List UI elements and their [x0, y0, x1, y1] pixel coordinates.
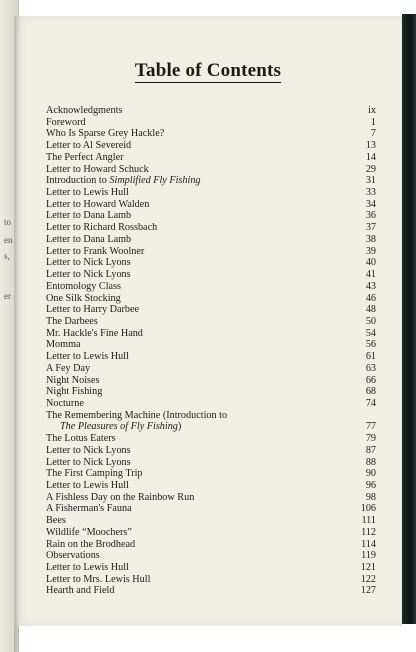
entry-title [46, 445, 131, 456]
entry-page-number: 106 [360, 503, 376, 515]
contents-entry [46, 421, 376, 433]
entry-page-number: 79 [365, 433, 376, 445]
entry-title [46, 574, 150, 585]
entry-page-number: 119 [361, 550, 376, 562]
contents-entry [46, 562, 376, 574]
entry-title-text: Night Noises [46, 374, 100, 386]
entry-title [46, 503, 132, 514]
entry-title [46, 527, 132, 538]
contents-list [46, 105, 376, 597]
contents-entry [46, 492, 376, 504]
entry-title-text: Acknowledgments [46, 105, 123, 116]
entry-page-number: 14 [365, 151, 376, 163]
entry-title-text: Mr. Hackle's Fine Hand [46, 327, 143, 339]
facing-page-fragment: er [4, 291, 11, 301]
entry-page-number: 96 [365, 480, 376, 491]
contents-entry [46, 574, 376, 586]
contents-entry [46, 164, 376, 176]
entry-title-text: Entomology Class [46, 280, 121, 292]
entry-title [46, 140, 131, 151]
entry-title [46, 339, 81, 350]
contents-entry [46, 210, 376, 222]
contents-entry [46, 433, 376, 445]
entry-page-number: 122 [360, 573, 376, 585]
entry-title [46, 246, 144, 257]
entry-title-text: Letter to Lewis Hull [46, 562, 129, 574]
entry-title [46, 468, 143, 479]
entry-title-text: The Perfect Angler [46, 151, 124, 163]
entry-title [46, 199, 149, 210]
entry-title [46, 257, 131, 268]
entry-page-number: 48 [365, 304, 376, 316]
contents-entry [46, 187, 376, 199]
entry-page-number: 121 [360, 562, 376, 574]
facing-page-fragment: en [4, 235, 13, 245]
page-title-text: Table of Contents [134, 60, 282, 81]
entry-title-text: Hearth and Field [46, 585, 115, 597]
entry-title [46, 515, 66, 526]
entry-title [46, 281, 121, 292]
entry-title-text: Letter to Nick Lyons [46, 444, 131, 456]
contents-entry [46, 117, 376, 129]
facing-page-fragment: to [4, 217, 12, 227]
contents-entry [46, 328, 376, 340]
entry-title [46, 480, 129, 491]
facing-page-fragment: s, [4, 251, 10, 261]
entry-title [46, 328, 143, 339]
entry-title-text: A Fishless Day on the Rainbow Run [46, 491, 195, 503]
entry-title [46, 375, 99, 386]
entry-title-text: Letter to Harry Darbee [46, 304, 140, 316]
entry-title [46, 128, 164, 139]
entry-title [46, 269, 131, 280]
entry-title-text: Letter to Lewis Hull [46, 351, 129, 363]
entry-title-text: Letter to Nick Lyons [46, 456, 131, 468]
entry-title-text: One Silk Stocking [46, 292, 121, 304]
contents-entry [46, 515, 376, 527]
entry-title-text: Letter to Al Severeid [46, 140, 132, 152]
entry-title-text: Letter to Howard Schuck [46, 163, 149, 175]
entry-page-number: 33 [365, 187, 376, 199]
entry-title-text: Letter to Nick Lyons [46, 257, 131, 269]
entry-page-number: 7 [370, 128, 376, 140]
contents-entry [46, 281, 376, 293]
contents-entry [46, 527, 376, 539]
contents-entry [46, 316, 376, 328]
contents-entry [46, 152, 376, 164]
contents-entry [46, 234, 376, 246]
entry-title-text: Wildlife “Moochers” [46, 526, 132, 538]
page-title [14, 60, 402, 82]
entry-title [46, 539, 135, 550]
entry-page-number: 13 [365, 140, 376, 152]
entry-page-number: 56 [365, 339, 376, 351]
contents-entry [46, 105, 376, 117]
entry-page-number: 74 [365, 397, 376, 409]
entry-title-text: Introduction to [46, 175, 110, 187]
contents-entry [46, 293, 376, 305]
entry-page-number: 41 [365, 269, 376, 281]
contents-entry [46, 386, 376, 398]
entry-title-text: Night Fishing [46, 386, 103, 398]
entry-page-number: 88 [365, 456, 376, 468]
entry-title-text: Momma [46, 339, 81, 351]
contents-entry [46, 175, 376, 187]
contents-entry [46, 246, 376, 258]
entry-page-number: 1 [370, 116, 376, 128]
entry-page-number: 68 [365, 386, 376, 398]
contents-entry [46, 222, 376, 234]
entry-title [46, 187, 129, 198]
contents-entry [46, 199, 376, 211]
entry-page-number: 77 [365, 421, 376, 433]
contents-entry [46, 351, 376, 363]
entry-title-text: The Remembering Machine (Introduction to [46, 409, 228, 421]
contents-entry [46, 140, 376, 152]
entry-title [46, 117, 86, 128]
contents-entry [46, 457, 376, 469]
entry-title-text: Letter to Lewis Hull [46, 187, 129, 199]
entry-title [46, 457, 131, 468]
entry-title [46, 210, 131, 221]
entry-title-suffix: ) [177, 421, 182, 433]
entry-page-number: 36 [365, 210, 376, 222]
entry-title [46, 316, 98, 327]
entry-page-number: 90 [365, 468, 376, 480]
entry-title-italic: The Pleasures of Fly Fishing [60, 421, 178, 433]
entry-page-number: 87 [365, 444, 376, 456]
entry-title-text: The Darbees [46, 315, 98, 327]
contents-entry [46, 304, 376, 316]
entry-page-number: 63 [365, 362, 376, 374]
contents-entry [46, 445, 376, 457]
entry-title [46, 234, 131, 245]
entry-page-number: 112 [361, 526, 376, 538]
entry-page-number: ix [368, 105, 376, 116]
entry-page-number: 37 [365, 222, 376, 234]
entry-title [46, 152, 124, 163]
entry-title-text: A Fisherman's Fauna [46, 503, 132, 515]
entry-title-text: Letter to Dana Lamb [46, 233, 132, 245]
contents-entry [46, 375, 376, 387]
contents-entry [46, 398, 376, 410]
entry-page-number: 40 [365, 257, 376, 269]
contents-entry [46, 339, 376, 351]
entry-title [46, 562, 129, 573]
entry-title-text: Who Is Sparse Grey Hackle? [46, 128, 165, 140]
entry-title-text: Letter to Howard Walden [46, 198, 150, 210]
entry-title-text: Observations [46, 550, 100, 562]
entry-page-number: 43 [365, 280, 376, 292]
entry-title [46, 222, 157, 233]
entry-title [46, 421, 181, 432]
entry-title [46, 585, 114, 596]
entry-page-number: 39 [365, 245, 376, 257]
entry-title [46, 433, 116, 444]
entry-page-number: 98 [365, 491, 376, 503]
entry-title [46, 492, 194, 503]
entry-title [46, 550, 100, 561]
contents-entry [46, 128, 376, 140]
entry-title-text: Letter to Mrs. Lewis Hull [46, 573, 151, 585]
entry-title-text: Bees [46, 515, 66, 527]
entry-title-text: Letter to Nick Lyons [46, 269, 131, 281]
gutter-shadow [14, 16, 20, 652]
contents-page [14, 16, 402, 626]
entry-title [46, 398, 84, 409]
entry-page-number: 127 [360, 585, 376, 597]
entry-page-number: 46 [365, 292, 376, 304]
entry-title-text: Letter to Lewis Hull [46, 480, 129, 491]
entry-page-number: 38 [365, 233, 376, 245]
entry-title [46, 293, 121, 304]
contents-entry [46, 503, 376, 515]
entry-title [46, 164, 149, 175]
entry-page-number: 50 [365, 315, 376, 327]
entry-title-text: Rain on the Brodhead [46, 538, 136, 550]
entry-page-number: 111 [361, 515, 376, 527]
contents-entry [46, 468, 376, 480]
entry-title-text: Foreword [46, 116, 86, 128]
contents-entry [46, 257, 376, 269]
entry-page-number: 31 [365, 175, 376, 187]
entry-title [46, 105, 122, 116]
contents-entry [46, 480, 376, 492]
entry-title [46, 386, 102, 397]
entry-page-number: 66 [365, 374, 376, 386]
entry-title-text: A Fey Day [46, 362, 91, 374]
entry-title [46, 304, 139, 315]
contents-entry [46, 539, 376, 551]
contents-entry [46, 410, 376, 422]
contents-entry [46, 585, 376, 597]
entry-title-text: Letter to Frank Woolner [46, 245, 145, 257]
entry-title-text: Letter to Richard Rossbach [46, 222, 158, 234]
contents-entry [46, 269, 376, 281]
entry-page-number: 29 [365, 163, 376, 175]
entry-title [46, 351, 129, 362]
entry-title-text: Letter to Dana Lamb [46, 210, 132, 222]
entry-page-number: 61 [365, 351, 376, 363]
entry-page-number: 54 [365, 327, 376, 339]
entry-title-text: The Lotus Eaters [46, 433, 116, 445]
contents-entry [46, 363, 376, 375]
entry-title-text: The First Camping Trip [46, 468, 143, 480]
entry-page-number: 34 [365, 198, 376, 210]
entry-title [46, 363, 90, 374]
entry-title [46, 175, 201, 186]
entry-title-italic: Simplified Fly Fishing [109, 175, 201, 187]
entry-title-text: Nocturne [46, 397, 84, 409]
entry-page-number: 114 [361, 538, 376, 550]
contents-entry [46, 550, 376, 562]
entry-title [46, 410, 227, 421]
book-cover-edge [402, 14, 416, 624]
